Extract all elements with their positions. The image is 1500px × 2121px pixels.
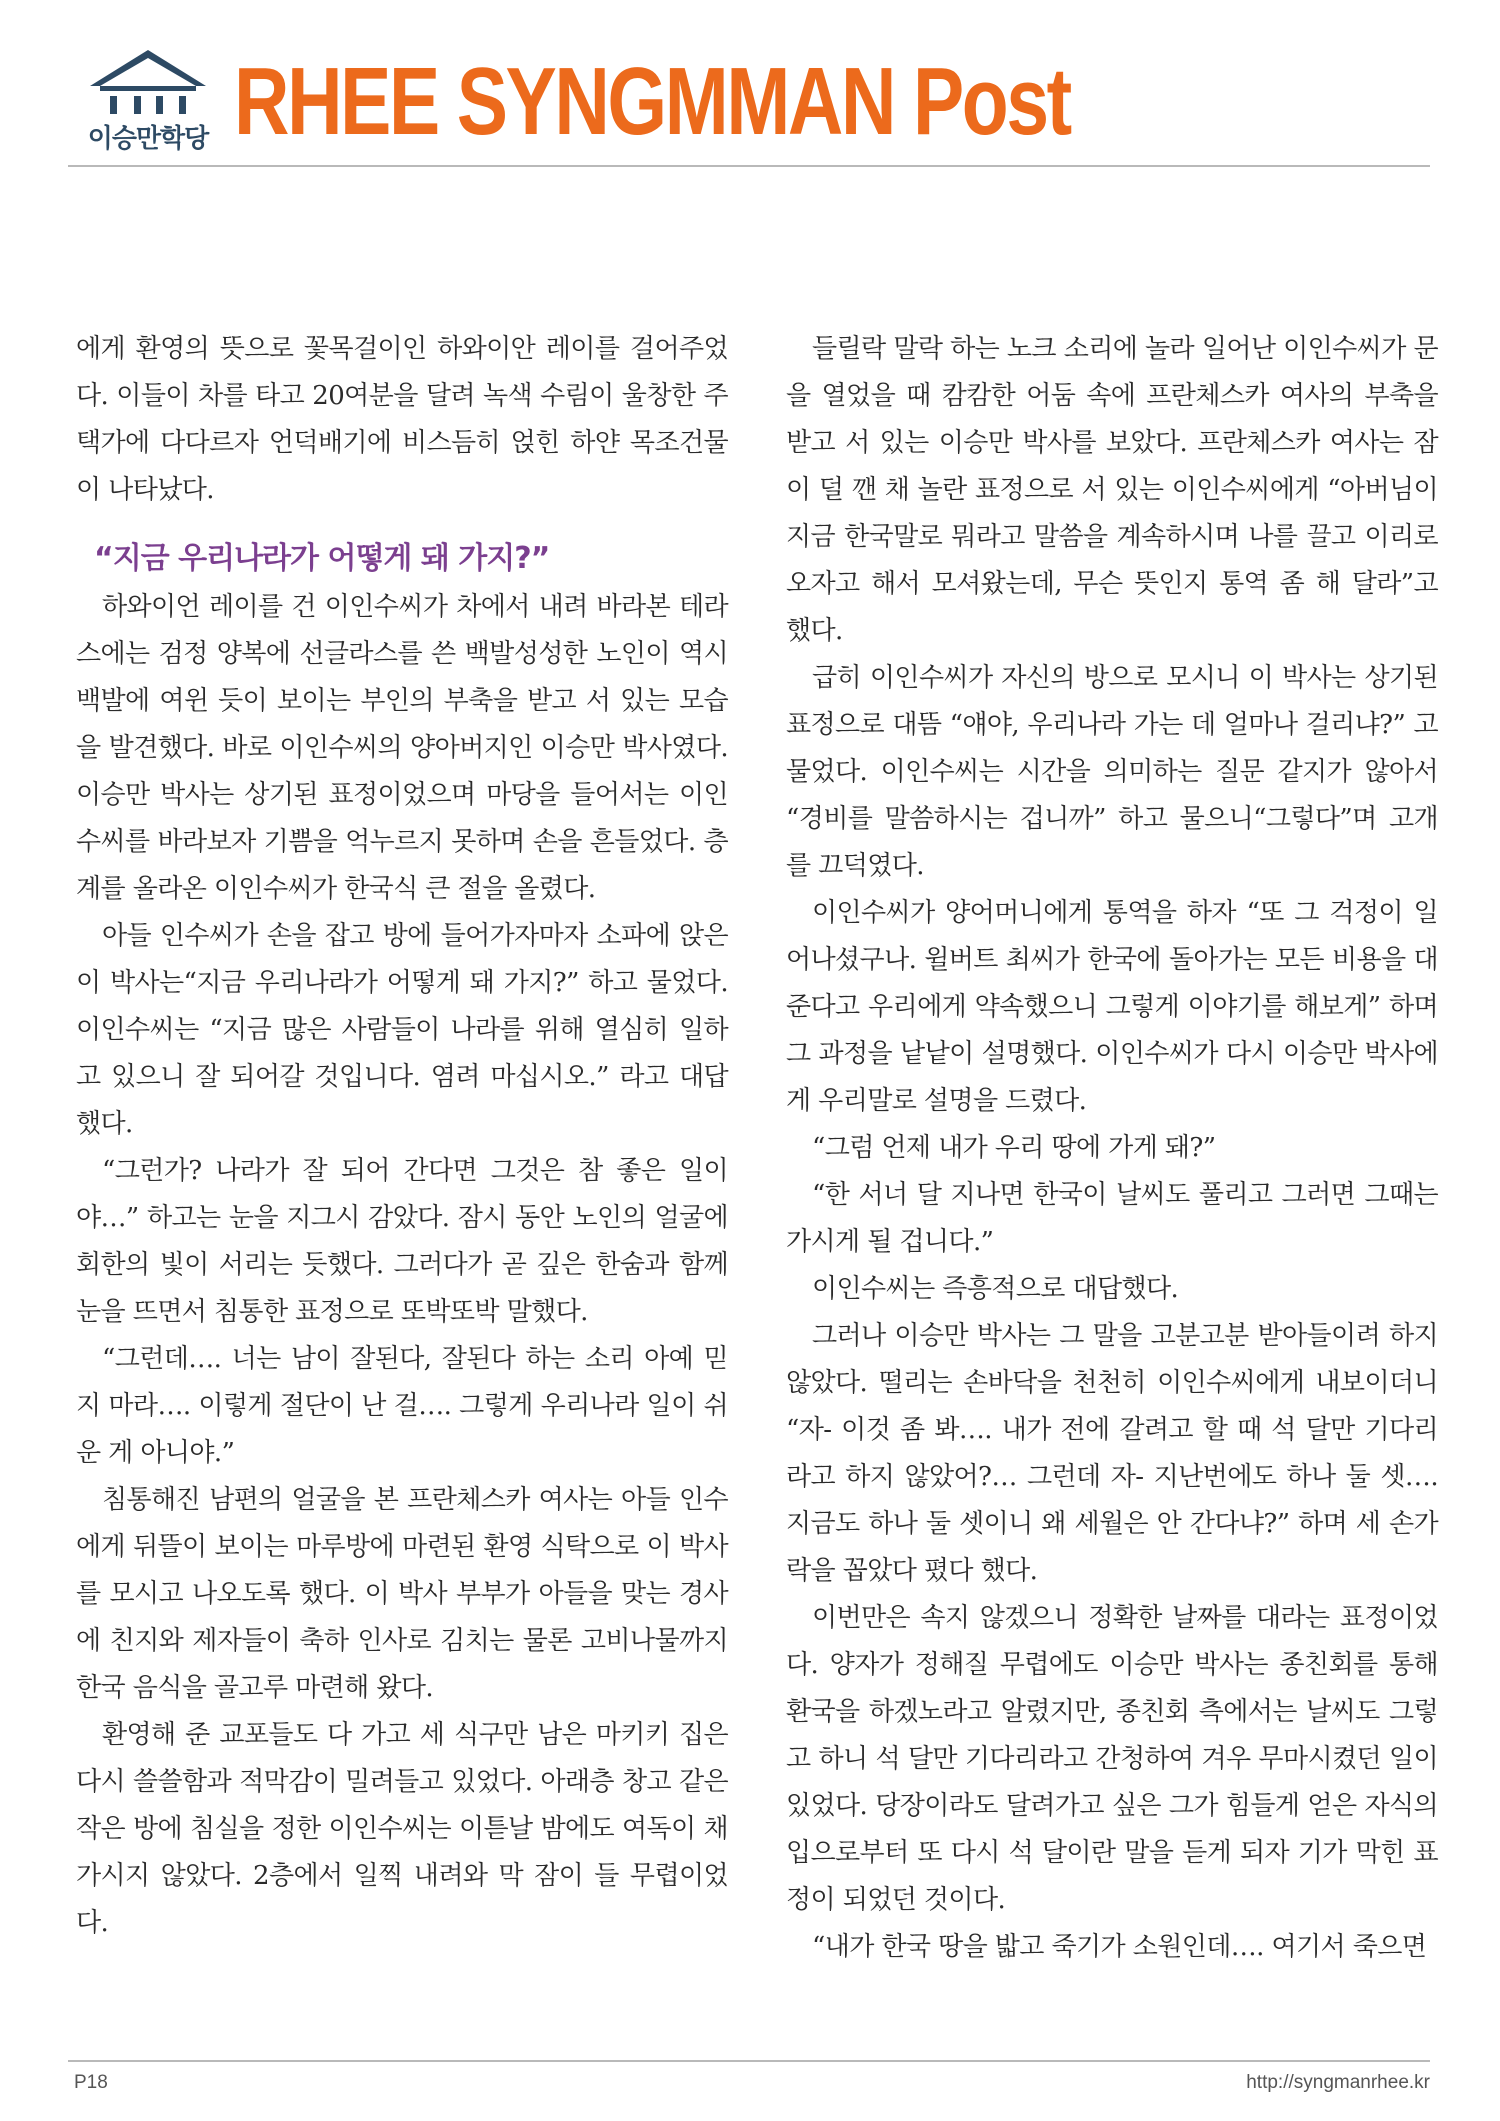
section-subheading: “지금 우리나라가 어떻게 돼 가지?” [94, 541, 550, 576]
paragraph: 이인수씨가 양어머니에게 통역을 하자 “또 그 걱정이 일어나셨구나. 윌버트 최씨가 한국에 돌아가는 모든 비용을 대준다고 우리에게 약속했으니 그렇게 이야기를 해보게” 하며 그 과정을 낱낱이 설명했다. 이인수씨가 다시 이승만 박사에게 우리말로 설명을 드렸다. [786, 898, 1438, 1116]
paragraph: 그러나 이승만 박사는 그 말을 고분고분 받아들이려 하지 않았다. 떨리는 손바닥을 천천히 이인수씨에게 내보이더니 “자- 이것 좀 봐…. 내가 전에 갈려고 할 때 석 달만 기다리라고 하지 않았어?… 그런데 자- 지난번에도 하나 둘 셋…. 지금도 하나 둘 셋이니 왜 세월은 안 간다냐?” 하며 세 손가락을 꼽았다 폈다 했다. [786, 1321, 1438, 1586]
paragraph: “그럼 언제 내가 우리 땅에 가게 돼?” [812, 1133, 1216, 1163]
publication-title: RHEE SYNGMMAN Post [234, 48, 1070, 155]
paragraph: “그런데…. 너는 남이 잘된다, 잘된다 하는 소리 아예 믿지 마라…. 이렇게 절단이 난 걸…. 그렇게 우리나라 일이 쉬운 게 아니야.” [76, 1344, 728, 1468]
paragraph: 환영해 준 교포들도 다 가고 세 식구만 남은 마키키 집은 다시 쓸쓸함과 적막감이 밀려들고 있었다. 아래층 창고 같은 작은 방에 침실을 정한 이인수씨는 이튿날 밤에도 여독이 채 가시지 않았다. 2층에서 일찍 내려와 막 잠이 들 무렵이었다. [76, 1720, 728, 1938]
paragraph: 아들 인수씨가 손을 잡고 방에 들어가자마자 소파에 앉은 이 박사는“지금 우리나라가 어떻게 돼 가지?” 하고 물었다. 이인수씨는 “지금 많은 사람들이 나라를 위해 열심히 일하고 있으니 잘 되어갈 것입니다. 염려 마십시오.” 라고 대답했다. [76, 921, 728, 1139]
right-column [786, 326, 1438, 1971]
page-number: P18 [74, 2072, 108, 2093]
paragraph: “한 서너 달 지나면 한국이 날씨도 풀리고 그러면 그때는 가시게 될 겁니다.” [786, 1180, 1438, 1257]
logo-text: 이승만학당 [87, 124, 209, 154]
paragraph: 급히 이인수씨가 자신의 방으로 모시니 이 박사는 상기된 표정으로 대뜸 “얘야, 우리나라 가는 데 얼마나 걸리냐?” 고 물었다. 이인수씨는 시간을 의미하는 질문 같지가 않아서 “경비를 말씀하시는 겁니까” 하고 물으니“그렇다”며 고개를 끄덕였다. [786, 663, 1438, 881]
logo [68, 48, 228, 152]
header-divider [68, 165, 1430, 167]
paragraph: 이인수씨는 즉흥적으로 대답했다. [812, 1274, 1179, 1304]
paragraph: “그런가? 나라가 잘 되어 간다면 그것은 참 좋은 일이야…” 하고는 눈을 지그시 감았다. 잠시 동안 노인의 얼굴에 회한의 빛이 서리는 듯했다. 그러다가 곧 깊은 한숨과 함께 눈을 뜨면서 침통한 표정으로 또박또박 말했다. [76, 1156, 728, 1327]
paragraph: “내가 한국 땅을 밟고 죽기가 소원인데…. 여기서 죽으면 [812, 1932, 1427, 1962]
paragraph: 이번만은 속지 않겠으니 정확한 날짜를 대라는 표정이었다. 양자가 정해질 무렵에도 이승만 박사는 종친회를 통해 환국을 하겠노라고 알렸지만, 종친회 측에서는 날씨도 그렇고 하니 석 달만 기다리라고 간청하여 겨우 무마시켰던 일이 있었다. 당장이라도 달려가고 싶은 그가 힘들게 얻은 자식의 입으로부터 또 다시 석 달이란 말을 듣게 되자 기가 막힌 표정이 되었던 것이다. [786, 1603, 1438, 1915]
footer-divider [68, 2060, 1430, 2062]
paragraph: 에게 환영의 뜻으로 꽃목걸이인 하와이안 레이를 걸어주었다. 이들이 차를 타고 20여분을 달려 녹색 수림이 울창한 주택가에 다다르자 언덕배기에 비스듬히 얹힌 하얀 목조건물이 나타났다. [76, 334, 728, 505]
website-url: http://syngmanrhee.kr [1246, 2072, 1430, 2093]
paragraph: 침통해진 남편의 얼굴을 본 프란체스카 여사는 아들 인수에게 뒤뜰이 보이는 마루방에 마련된 환영 식탁으로 이 박사를 모시고 나오도록 했다. 이 박사 부부가 아들을 맞는 경사에 친지와 제자들이 축하 인사로 김치는 물론 고비나물까지 한국 음식을 골고루 마련해 왔다. [76, 1485, 728, 1703]
left-column [76, 326, 728, 1947]
paragraph: 들릴락 말락 하는 노크 소리에 놀라 일어난 이인수씨가 문을 열었을 때 캄캄한 어둠 속에 프란체스카 여사의 부축을 받고 서 있는 이승만 박사를 보았다. 프란체스카 여사는 잠이 덜 깬 채 놀란 표정으로 서 있는 이인수씨에게 “아버님이 지금 한국말로 뭐라고 말씀을 계속하시며 나를 끌고 이리로 오자고 해서 모셔왔는데, 무슨 뜻인지 통역 좀 해 달라”고 했다. [786, 334, 1438, 646]
paragraph: 하와이언 레이를 건 이인수씨가 차에서 내려 바라본 테라스에는 검정 양복에 선글라스를 쓴 백발성성한 노인이 역시 백발에 여윈 듯이 보이는 부인의 부축을 받고 서 있는 모습을 발견했다. 바로 이인수씨의 양아버지인 이승만 박사였다. 이승만 박사는 상기된 표정이었으며 마당을 들어서는 이인수씨를 바라보자 기쁨을 억누르지 못하며 손을 흔들었다. 층계를 올라온 이인수씨가 한국식 큰 절을 올렸다. [76, 592, 728, 904]
page-header [68, 48, 1408, 166]
academy-house-icon [86, 48, 210, 118]
